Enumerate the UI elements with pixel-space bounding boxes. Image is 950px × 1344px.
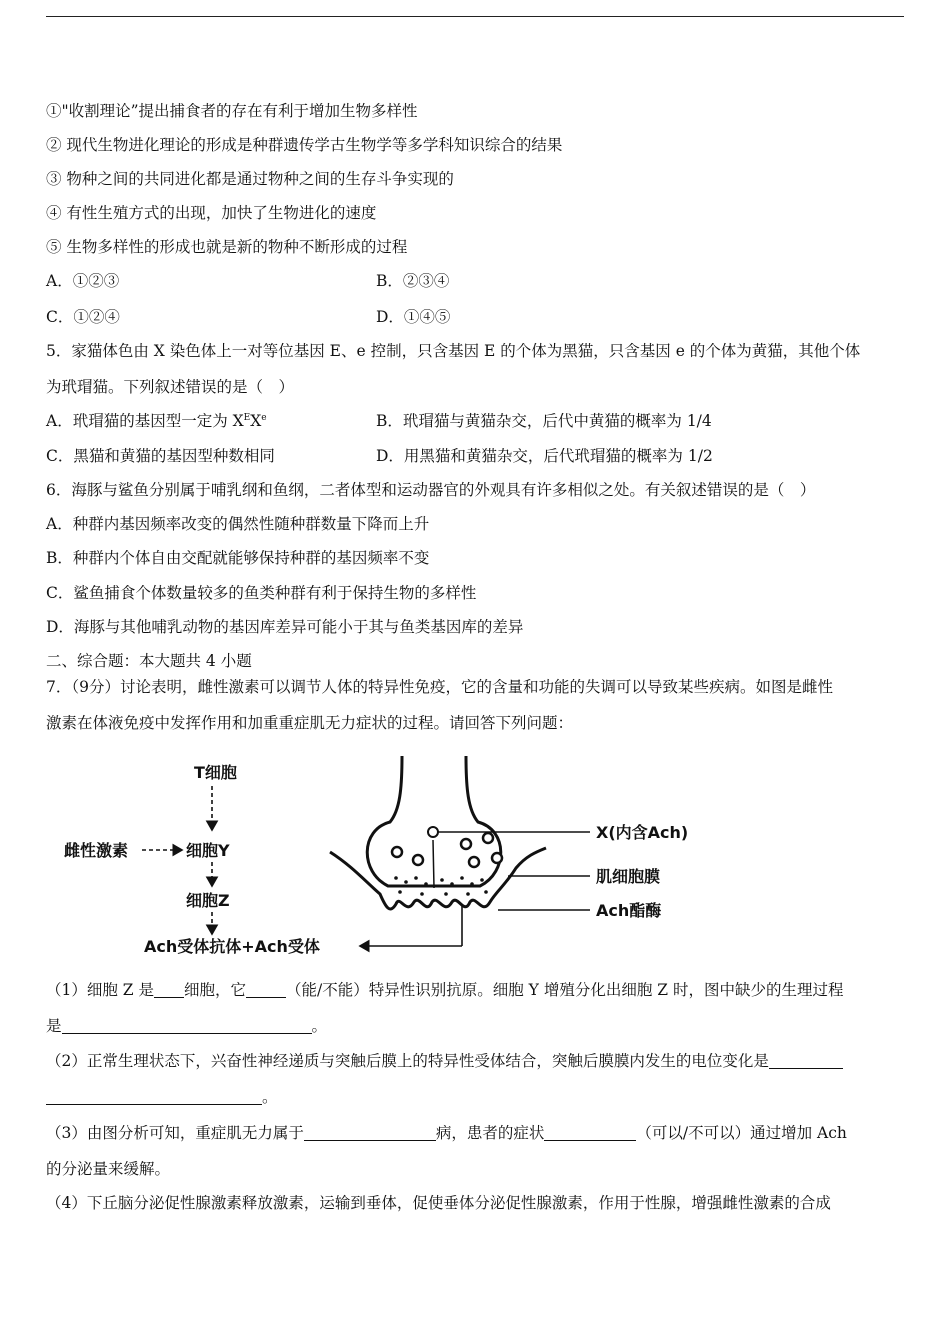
vesicle bbox=[469, 857, 479, 867]
q6-stem: 6．海豚与鲨鱼分别属于哺乳纲和鱼纲，二者体型和运动器官的外观具有许多相似之处。有关叙述错误的是（ ） bbox=[46, 481, 816, 499]
q7-sub4-line1: （4）下丘脑分泌促性腺激素释放激素，运输到垂体，促使垂体分泌促性腺激素，作用于性腺，增强雌性激素的合成 bbox=[46, 1194, 831, 1212]
q5-stem-line2: 为玳瑁猫。下列叙述错误的是（ ） bbox=[46, 378, 295, 396]
statement-5: ⑤ 生物多样性的形成也就是新的物种不断形成的过程 bbox=[46, 238, 408, 256]
section-heading: 二、综合题：本大题共 4 小题 bbox=[46, 652, 252, 670]
q5-option-a: A．玳瑁猫的基因型一定为 $X^EXe$ bbox=[46, 412, 267, 430]
vesicle bbox=[461, 839, 471, 849]
vesicle bbox=[392, 847, 402, 857]
cell-y-label: 细胞Y bbox=[186, 841, 230, 860]
cell-z-label: 细胞Z bbox=[186, 891, 230, 910]
q7-stem-line1: 7．（9分）讨论表明，雌性激素可以调节人体的特异性免疫，它的含量和功能的失调可以导致某些疾病。如图是雌性 bbox=[46, 678, 833, 696]
q7-sub1-line1: （1）细胞 Z 是 细胞，它 （能/不能）特异性识别抗原。细胞 Y 增殖分化出细胞 Z 时，图中缺少的生理过程 bbox=[46, 981, 844, 999]
vesicle-x bbox=[428, 827, 438, 837]
antibody-label: Ach受体抗体+Ach受体 bbox=[144, 937, 320, 956]
statement-3: ③ 物种之间的共同进化都是通过物种之间的生存斗争实现的 bbox=[46, 170, 454, 188]
q5-stem-line1: 5．家猫体色由 X 染色体上一对等位基因 E、e 控制，只含基因 E 的个体为黑猫，只含基因 e 的个体为黄猫，其他个体 bbox=[46, 342, 861, 360]
release-path bbox=[433, 840, 434, 888]
statement-1: ①"收割理论”提出捕食者的存在有利于增加生物多样性 bbox=[46, 102, 418, 120]
q5-option-d: D．用黑猫和黄猫杂交，后代玳瑁猫的概率为 1/2 bbox=[376, 447, 713, 465]
q7-sub2-line1: （2）正常生理状态下，兴奋性神经递质与突触后膜上的特异性受体结合，突触后膜膜内发生的电位变化是 bbox=[46, 1050, 843, 1072]
vesicle bbox=[413, 855, 423, 865]
q6-option-a: A．种群内基因频率改变的偶然性随种群数量下降而上升 bbox=[46, 515, 430, 533]
membrane-label: 肌细胞膜 bbox=[596, 867, 661, 886]
statement-2: ② 现代生物进化理论的形成是种群遗传学古生物学等多学科知识综合的结果 bbox=[46, 136, 563, 154]
q7-stem-line2: 激素在体液免疫中发挥作用和加重重症肌无力症状的过程。请回答下列问题： bbox=[46, 714, 574, 732]
q4-option-a: A．①②③ bbox=[46, 272, 120, 290]
statement-4: ④ 有性生殖方式的出现，加快了生物进化的速度 bbox=[46, 204, 377, 222]
q7-sub3-line2: 的分泌量来缓解。 bbox=[46, 1160, 171, 1178]
vesicle bbox=[492, 853, 502, 863]
estrogen-label: 雌性激素 bbox=[64, 841, 129, 860]
q4-option-row-1 bbox=[46, 270, 119, 292]
muscle-membrane bbox=[330, 848, 546, 909]
q4-option-c: C．①②④ bbox=[46, 308, 120, 326]
immune-synapse-figure bbox=[60, 748, 720, 970]
header-rule bbox=[46, 16, 904, 17]
q5-option-b: B．玳瑁猫与黄猫杂交，后代中黄猫的概率为 1/4 bbox=[376, 412, 712, 430]
q6-option-d: D．海豚与其他哺乳动物的基因库差异可能小于其与鱼类基因库的差异 bbox=[46, 618, 524, 636]
t-cell-label: T细胞 bbox=[194, 763, 237, 782]
q5-option-c: C．黑猫和黄猫的基因型种数相同 bbox=[46, 447, 275, 465]
vesicle bbox=[483, 833, 493, 843]
q6-option-c: C．鲨鱼捕食个体数量较多的鱼类种群有利于保持生物的多样性 bbox=[46, 584, 477, 602]
q6-option-b: B．种群内个体自由交配就能够保持种群的基因频率不变 bbox=[46, 549, 430, 567]
q4-option-d: D．①④⑤ bbox=[376, 308, 451, 326]
q7-sub3-line1: （3）由图分析可知，重症肌无力属于 病，患者的症状 （可以/不可以）通过增加 Ach bbox=[46, 1124, 847, 1142]
q7-sub1-line2: 是 。 bbox=[46, 1017, 328, 1035]
q7-sub2-line2: 。 bbox=[46, 1086, 278, 1108]
x-label: X(内含Ach) bbox=[596, 823, 689, 842]
enzyme-label: Ach酯酶 bbox=[596, 901, 662, 920]
q4-option-b: B．②③④ bbox=[376, 272, 450, 290]
